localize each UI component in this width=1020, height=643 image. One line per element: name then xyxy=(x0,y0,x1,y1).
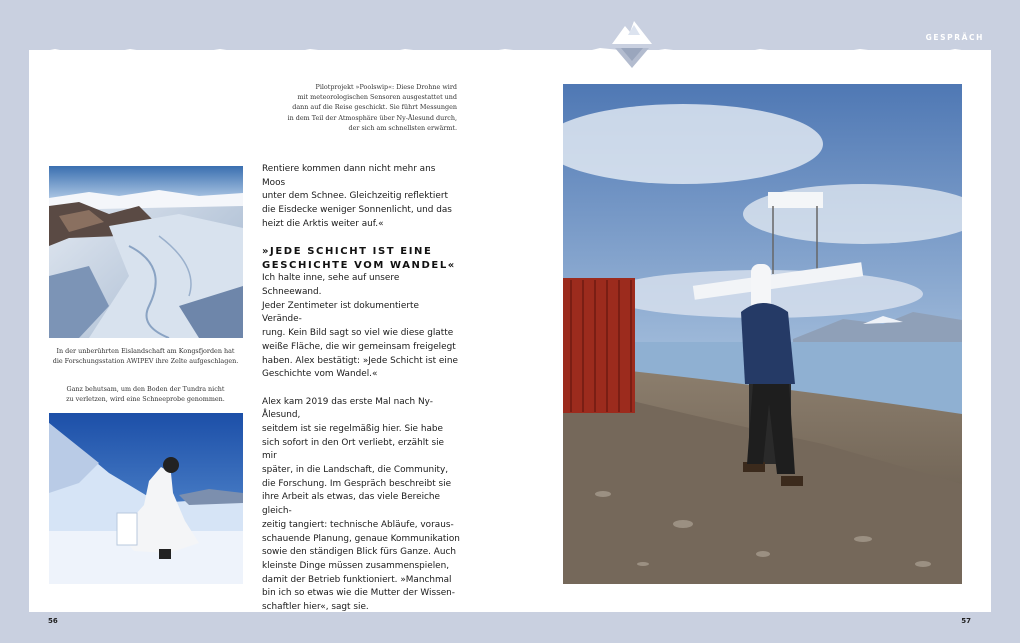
body-paragraph: Ich halte inne, sehe auf unsere Schneewand. Jeder Zentimeter ist dokumentierte Verände- rung. Kein Bild sagt so viel wie diese glatte weiße Fläche, die wir gemeinsam freigelegt haben. Alex bestätigt: »Jede Schicht ist eine Geschichte vom Wandel.« xyxy=(262,273,458,380)
drone-caption: Pilotprojekt »Poolswip«: Diese Drohne wird mit meteorologischen Sensoren ausgestattet und dann auf die Reise geschickt. Sie führt Messungen in dem Teil der Atmosphäre über Ny-Ålesund durch, der sich am schnellsten erwärmt. xyxy=(287,83,457,132)
page-number-right: 57 xyxy=(961,617,971,625)
drone-launch-photo xyxy=(563,84,962,584)
body-paragraph: Rentiere kommen dann nicht mehr ans Moos unter dem Schnee. Gleichzeitig reflektiert die Eisdecke weniger Sonnenlicht, und das heizt die Arktis weiter auf.« xyxy=(262,164,452,229)
page-number-left: 56 xyxy=(48,617,58,625)
glacier-caption: In der unberührten Eislandschaft am Kongsfjorden hat die Forschungsstation AWIPEV ihre Zelte aufgeschlagen. xyxy=(52,347,239,366)
glacier-aerial-photo xyxy=(49,166,243,338)
snow-sample-caption: Ganz behutsam, um den Boden der Tundra nicht zu verletzen, wird eine Schneeprobe genommen. xyxy=(66,385,225,404)
article-body xyxy=(262,163,460,615)
iceberg-mountain-icon xyxy=(609,17,655,69)
body-paragraph: Alex kam 2019 das erste Mal nach Ny-Ålesund, seitdem ist sie regelmäßig hier. Sie habe sich sofort in den Ort verliebt, erzählt sie mir später, in die Landschaft, die Community, die Forschung. Im Gespräch beschreibt sie ihre Arbeit als etwas, das viele Bereiche gleich- zeitig tangiert: technische Abläufe, voraus- schauende Planung, genaue Kommunikation sowie den ständigen Blick fürs Ganze. Auch kleinste Dinge müssen zusammenspielen, damit der Betrieb funktioniert. »Manchmal bin ich so etwas wie die Mutter der Wissen- schaftler hier«, sagt sie. xyxy=(262,396,460,613)
section-heading: »JEDE SCHICHT IST EINE GESCHICHTE VOM WANDEL« xyxy=(262,246,456,271)
section-label: GESPRÄCH xyxy=(925,33,984,42)
snow-sample-photo xyxy=(49,413,243,584)
